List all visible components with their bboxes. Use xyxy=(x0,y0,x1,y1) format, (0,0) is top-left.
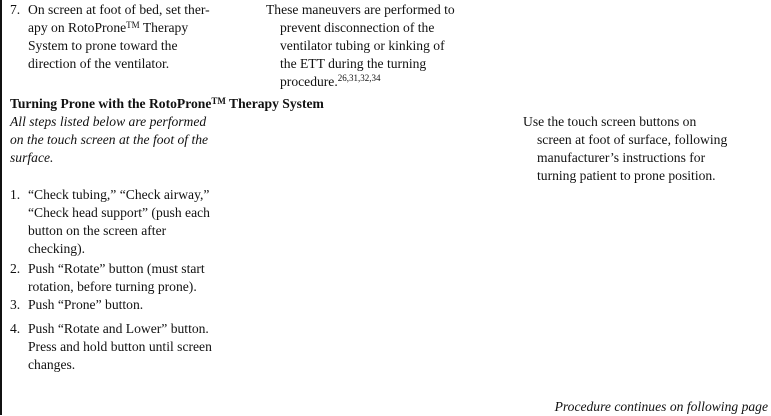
note-line-2: screen at foot of surface, following xyxy=(537,132,728,147)
section-heading xyxy=(10,95,324,113)
substep-2-number: 2. xyxy=(10,261,21,276)
rationale-line-4: the ETT during the turning xyxy=(280,56,427,71)
step-7-line-1: On screen at foot of bed, set ther- xyxy=(28,2,210,17)
substep-2 xyxy=(10,260,250,296)
step-7-line-4: direction of the ventilator. xyxy=(28,56,170,71)
touch-screen-note xyxy=(523,113,763,185)
substep-1-line-4: checking). xyxy=(28,241,85,256)
section-intro xyxy=(10,113,242,167)
substep-1-line-3: button on the screen after xyxy=(28,223,167,238)
rationale-line-2: prevent disconnection of the xyxy=(280,20,435,35)
section-heading-text-end: Therapy System xyxy=(225,96,324,111)
step-7-rationale xyxy=(266,1,496,91)
step-7-number: 7. xyxy=(10,2,21,17)
substep-4-line-3: changes. xyxy=(28,357,76,372)
substep-4 xyxy=(10,320,250,374)
substep-4-line-1: Push “Rotate and Lower” button. xyxy=(28,321,209,336)
step-7 xyxy=(10,1,242,73)
intro-line-1: All steps listed below are performed xyxy=(10,114,207,129)
note-line-1: Use the touch screen buttons on xyxy=(523,114,697,129)
section-heading-text: Turning Prone with the RotoProne xyxy=(10,96,212,111)
substep-1 xyxy=(10,186,250,258)
substep-3-number: 3. xyxy=(10,297,21,312)
substep-2-line-1: Push “Rotate” button (must start xyxy=(28,261,205,276)
left-margin-rule xyxy=(0,0,2,415)
substep-1-line-2: “Check head support” (push each xyxy=(28,205,210,220)
substep-2-line-2: rotation, before turning prone). xyxy=(28,279,197,294)
note-line-4: turning patient to prone position. xyxy=(537,168,716,183)
step-7-line-3: System to prone toward the xyxy=(28,38,178,53)
continuation-footer: Procedure continues on following page xyxy=(554,399,768,414)
substep-1-line-1: “Check tubing,” “Check airway,” xyxy=(28,187,210,202)
note-line-3: manufacturer’s instructions for xyxy=(537,150,706,165)
intro-line-2: on the touch screen at the foot of the xyxy=(10,132,209,147)
substep-4-line-2: Press and hold button until screen xyxy=(28,339,212,354)
rationale-line-5: procedure. xyxy=(280,74,338,89)
substep-1-number: 1. xyxy=(10,187,21,202)
substep-3-line-1: Push “Prone” button. xyxy=(28,297,144,312)
reference-superscript: 26,31,32,34 xyxy=(337,73,381,83)
rationale-line-3: ventilator tubing or kinking of xyxy=(280,38,445,53)
step-7-line-2b: Therapy xyxy=(142,20,189,35)
heading-trademark-mark: TM xyxy=(211,96,226,106)
substep-3 xyxy=(10,296,250,314)
intro-line-3: surface. xyxy=(10,150,54,165)
rationale-line-1: These maneuvers are performed to xyxy=(266,2,455,17)
trademark-mark: TM xyxy=(126,20,140,30)
substep-4-number: 4. xyxy=(10,321,21,336)
step-7-line-2: apy on RotoProne xyxy=(28,20,127,35)
